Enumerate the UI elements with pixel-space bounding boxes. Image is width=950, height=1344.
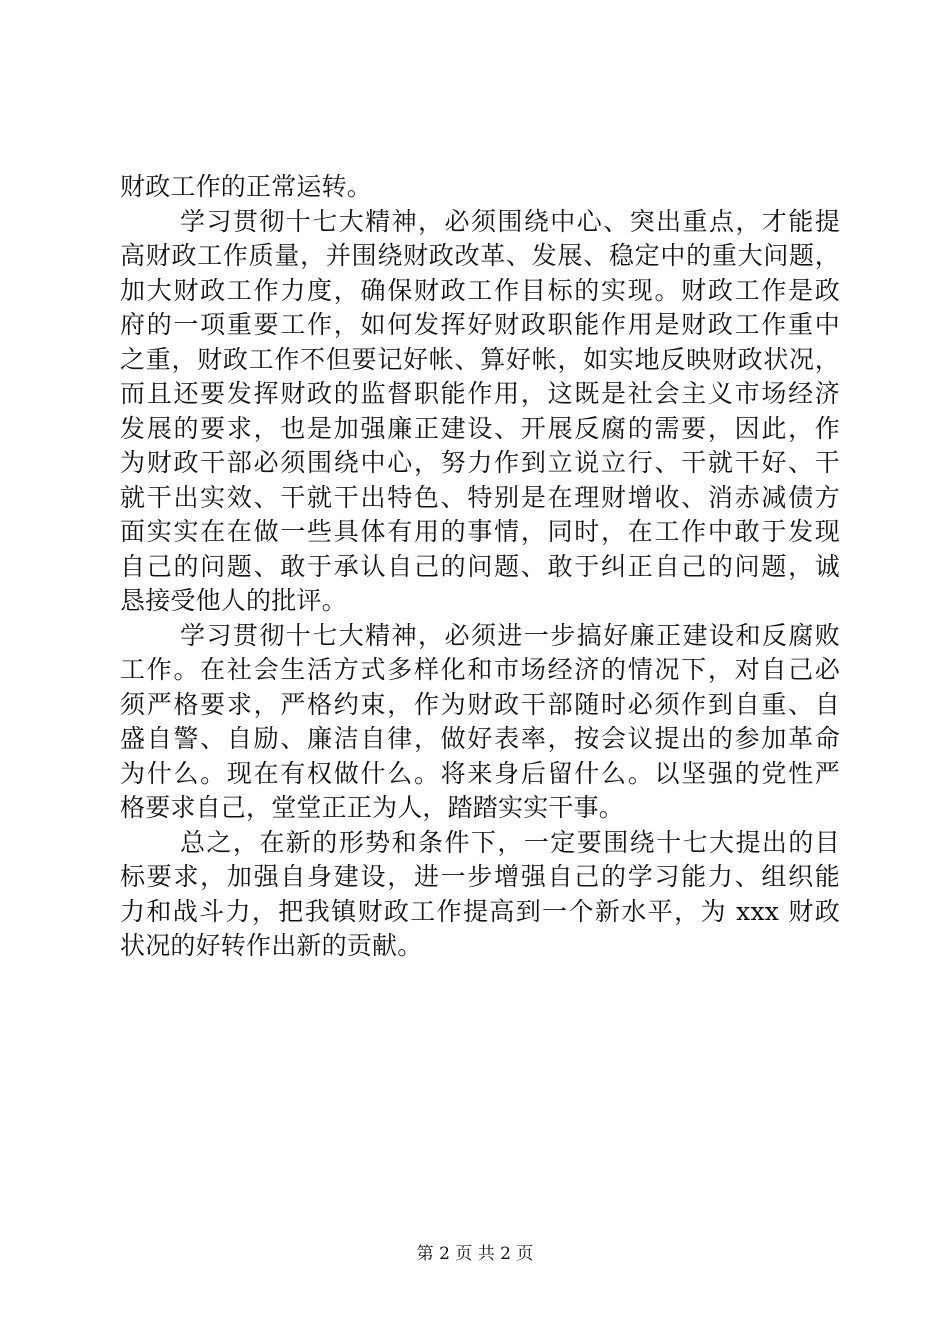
text-line: 为什么。现在有权做什么。将来身后留什么。以坚强的党性严 bbox=[120, 758, 840, 788]
text-line: 为财政干部必须围绕中心，努力作到立说立行、干就干好、干 bbox=[120, 448, 840, 477]
text-line: 恳接受他人的批评。 bbox=[120, 586, 347, 615]
text-line: 面实实在在做一些具体有用的事情，同时，在工作中敢于发现 bbox=[120, 517, 840, 546]
text-line: 高财政工作质量，并围绕财政改革、发展、稳定中的重大问题， bbox=[120, 241, 840, 270]
text-line: 格要求自己，堂堂正正为人，踏踏实实干事。 bbox=[120, 793, 625, 822]
text-line: 加大财政工作力度，确保财政工作目标的实现。财政工作是政 bbox=[120, 275, 840, 305]
paragraph-first-line: 学习贯彻十七大精神，必须进一步搞好廉正建设和反腐败 bbox=[180, 620, 840, 650]
text-line: 工作。在社会生活方式多样化和市场经济的情况下，对自己必 bbox=[120, 655, 840, 684]
text-line: 府的一项重要工作，如何发挥好财政职能作用是财政工作重中 bbox=[120, 310, 840, 339]
text-line: 须严格要求，严格约束，作为财政干部随时必须作到自重、自 bbox=[120, 689, 840, 719]
document-body bbox=[120, 170, 840, 964]
text-line: 力和战斗力，把我镇财政工作提高到一个新水平，为 xxx 财政 bbox=[120, 896, 840, 926]
paragraph-first-line: 总之，在新的形势和条件下，一定要围绕十七大提出的目 bbox=[180, 827, 840, 857]
paragraph-first-line: 学习贯彻十七大精神，必须围绕中心、突出重点，才能提 bbox=[180, 206, 840, 236]
text-line: 而且还要发挥财政的监督职能作用，这既是社会主义市场经济 bbox=[120, 379, 840, 408]
text-line: 之重，财政工作不但要记好帐、算好帐，如实地反映财政状况， bbox=[120, 344, 840, 374]
text-line: 标要求，加强自身建设，进一步增强自己的学习能力、组织能 bbox=[120, 862, 840, 891]
text-line: 自己的问题、敢于承认自己的问题、敢于纠正自己的问题，诚 bbox=[120, 551, 840, 581]
text-line: 状况的好转作出新的贡献。 bbox=[120, 931, 423, 960]
text-line: 盛自警、自励、廉洁自律，做好表率，按会议提出的参加革命 bbox=[120, 724, 840, 753]
text-line: 就干出实效、干就干出特色、特别是在理财增收、消赤减债方 bbox=[120, 482, 840, 512]
page-number-footer: 第 2 页 共 2 页 bbox=[416, 1244, 534, 1264]
text-line: 财政工作的正常运转。 bbox=[120, 172, 373, 201]
text-line: 发展的要求，也是加强廉正建设、开展反腐的需要，因此，作 bbox=[120, 413, 840, 443]
